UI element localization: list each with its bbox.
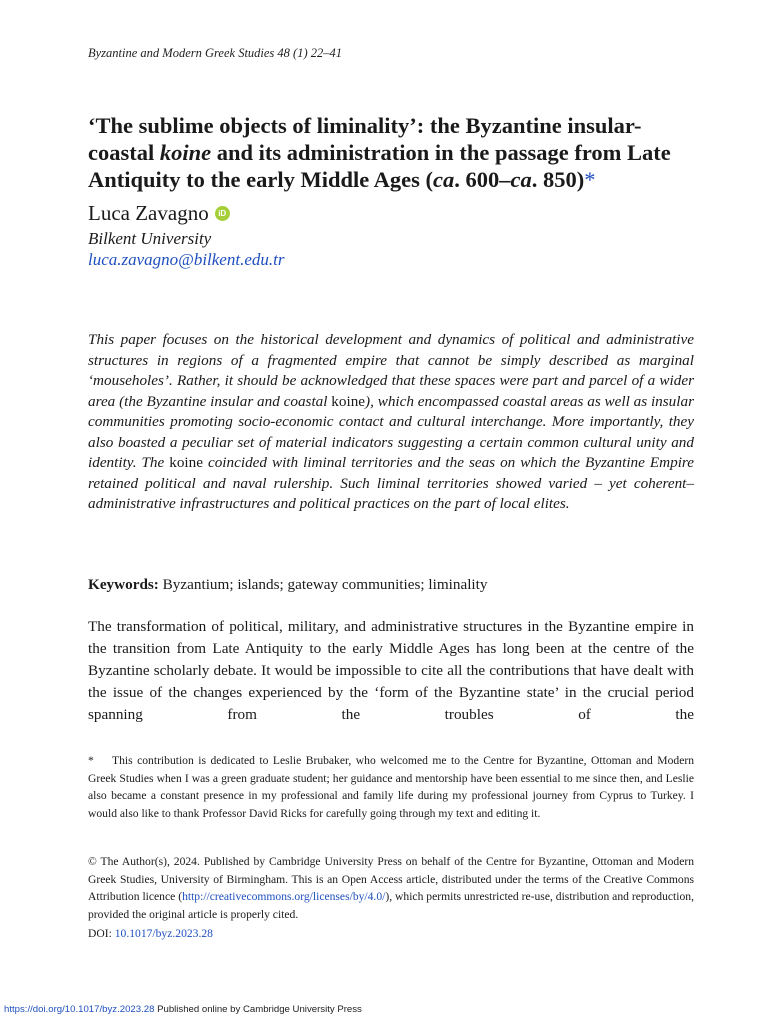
- title-part-1: ‘The sublime objects of liminality’: the Byzantine insular-coastal: [88, 113, 642, 165]
- author-affiliation: Bilkent University: [88, 229, 212, 248]
- orcid-icon[interactable]: iD: [215, 206, 230, 221]
- footnote-text: This contribution is dedicated to Leslie Brubaker, who welcomed me to the Centre for Byzantine, Ottoman and Modern Greek Studies when I was a green graduate student; her guidance and mentorship have been essential to me since then, and Leslie also became a constant presence in my professional and family life during my professional journey from Cyprus to Turkey. I would also like to thank Professor David Ricks for carefully going through my text and editing it.: [88, 754, 694, 820]
- body-paragraph: The transformation of political, military, and administrative structures in the Byzantine empire in the transition from Late Antiquity to the early Middle Ages has long been at the centre of the Byzantine scholarly debate. It would be impossible to cite all the contributions that have dealt with the issue of the changes experienced by the ‘form of the Byzantine state’ in the crucial period spanning from the troubles of the: [88, 618, 694, 723]
- abstract-koine-2: koine: [169, 454, 203, 471]
- author-name-row: [88, 200, 230, 226]
- article-title: [88, 112, 694, 193]
- abstract-part-1: This paper focuses on the historical development and dynamics of political and administrative structures in regions of a fragmented empire that cannot be simply described as marginal ‘mouseholes’. Rather, it should be acknowledged that these spaces were part and parcel of a wider area (the Byzantine insular and coastal: [88, 331, 694, 410]
- doi-line: [88, 925, 213, 943]
- title-part-3: . 600–: [454, 167, 511, 192]
- copyright-text-1: © The Author(s), 2024. Published by Cambridge University Press on behalf of the Centre for Byzantine, Ottoman and Modern Greek Studies, University of Birmingham. This is an Open Access article, distributed under the terms of the Creative Commons Attribution licence (: [88, 855, 694, 903]
- abstract-koine-1: koine: [331, 392, 366, 410]
- title-part-4: . 850): [531, 167, 585, 192]
- footnote: [88, 752, 694, 822]
- keywords: [88, 575, 694, 595]
- keywords-text: Byzantium; islands; gateway communities; liminality: [158, 576, 488, 593]
- title-ca-2: ca: [510, 167, 532, 192]
- copyright-text-2: ), which permits unrestricted re-use, distribution and reproduction, provided the original article is properly cited.: [88, 890, 694, 921]
- abstract-part-2: ), which encompassed coastal areas as well as insular communities promoting socio-economic contact and cultural interchange. More importantly, they also boasted a peculiar set of material indicators suggesting a certain common cultural unity and identity. The: [88, 392, 694, 471]
- footer-doi-link[interactable]: https://doi.org/10.1017/byz.2023.28: [4, 1004, 155, 1015]
- author-name: Luca Zavagno: [88, 201, 209, 225]
- title-part-2: and its administration in the passage from Late Antiquity to the early Middle Ages (: [88, 140, 671, 192]
- abstract-part-3: coincided with liminal territories and the seas on which the Byzantine Empire retained political and naval rulership. Such liminal territories showed varied – yet coherent– administrative infrastructures and political practices on the part of local elites.: [88, 454, 694, 512]
- title-ca-1: ca: [432, 167, 455, 192]
- author-block: [88, 200, 284, 270]
- footer-bar: [4, 1004, 362, 1015]
- keywords-label: Keywords:: [88, 576, 159, 593]
- doi-label: DOI:: [88, 927, 115, 940]
- doi-link[interactable]: 10.1017/byz.2023.28: [114, 927, 213, 940]
- abstract: [88, 330, 694, 515]
- title-koine: koine: [159, 140, 212, 165]
- title-footnote-marker[interactable]: *: [584, 167, 596, 192]
- journal-citation: Byzantine and Modern Greek Studies 48 (1) 22–41: [88, 46, 342, 60]
- footnote-marker: *: [88, 754, 94, 767]
- license-link[interactable]: http://creativecommons.org/licenses/by/4.0/: [182, 890, 386, 903]
- copyright-notice: [88, 853, 694, 923]
- footer-published-text: Published online by Cambridge University Press: [154, 1004, 362, 1015]
- author-email-link[interactable]: luca.zavagno@bilkent.edu.tr: [88, 250, 285, 269]
